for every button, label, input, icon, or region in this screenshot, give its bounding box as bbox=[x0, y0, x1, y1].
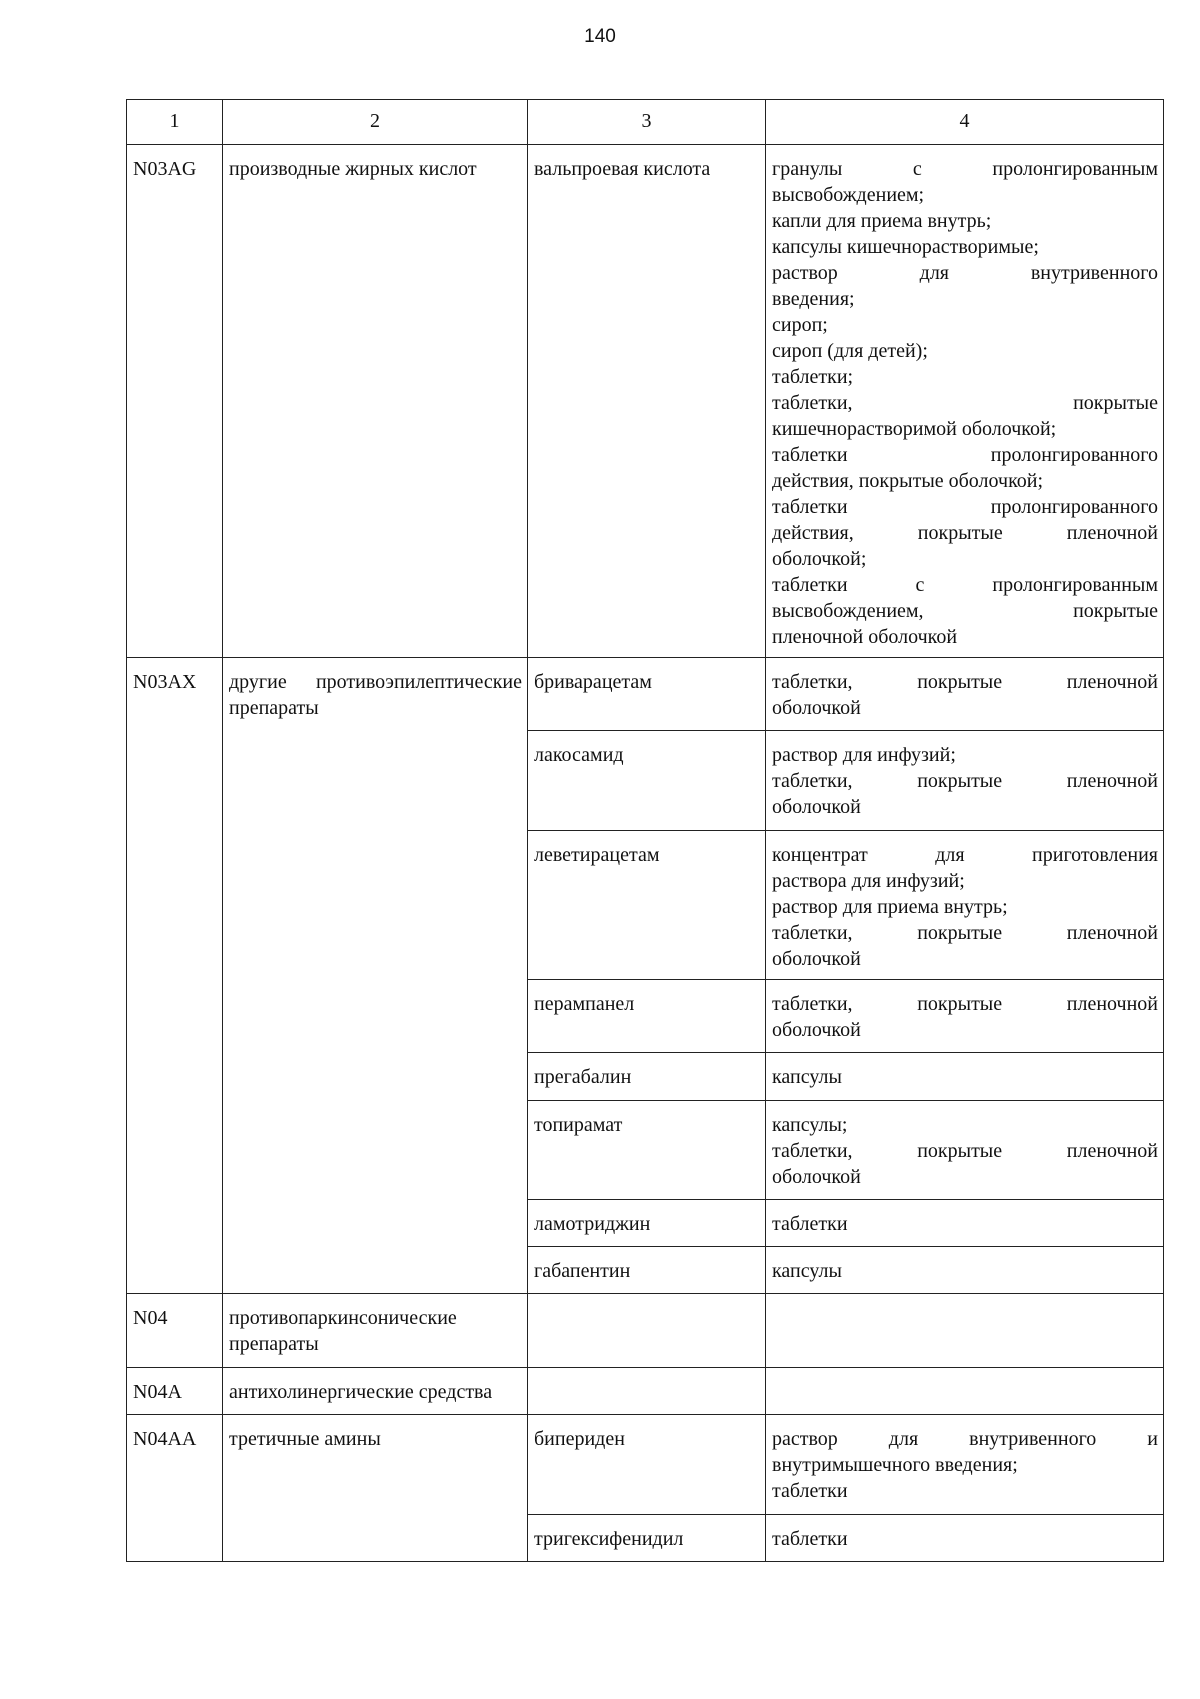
form-line: оболочкой bbox=[772, 1166, 861, 1188]
form-line: таблетки с пролонгированным bbox=[772, 574, 1158, 596]
table-row-n03ag bbox=[127, 145, 1164, 658]
form-line: таблетки, покрытые пленочной bbox=[772, 671, 1158, 693]
form-line: капсулы bbox=[772, 1260, 842, 1282]
dosage-forms bbox=[766, 1200, 1164, 1247]
table-row-n04a bbox=[127, 1368, 1164, 1415]
form-line: сироп (для детей); bbox=[772, 340, 928, 362]
form-line: капсулы кишечнорастворимые; bbox=[772, 236, 1039, 258]
form-line: внутримышечного введения; bbox=[772, 1454, 1018, 1476]
group-name bbox=[223, 1294, 528, 1368]
form-line: оболочкой bbox=[772, 796, 861, 818]
form-line: концентрат для приготовления bbox=[772, 844, 1158, 866]
dosage-forms bbox=[766, 145, 1164, 658]
drug-name: леветирацетам bbox=[528, 831, 766, 980]
drug-name: бриварацетам bbox=[528, 658, 766, 731]
form-line: гранулы с пролонгированным bbox=[772, 158, 1158, 180]
form-line: оболочкой; bbox=[772, 548, 867, 570]
table-header-row bbox=[127, 100, 1164, 145]
drug-name: тригексифенидил bbox=[528, 1515, 766, 1562]
dosage-forms bbox=[766, 1053, 1164, 1101]
form-line: таблетки bbox=[772, 1213, 848, 1235]
group-name bbox=[223, 658, 528, 1294]
drug-name: топирамат bbox=[528, 1101, 766, 1200]
form-line: высвобождением, покрытые bbox=[772, 600, 1158, 622]
form-line: действия, покрытые оболочкой; bbox=[772, 470, 1044, 492]
page-number: 140 bbox=[584, 26, 616, 47]
dosage-forms bbox=[766, 980, 1164, 1053]
form-line: действия, покрытые пленочной bbox=[772, 522, 1158, 544]
atc-code: N04A bbox=[127, 1368, 223, 1415]
atc-code: N03AG bbox=[127, 145, 223, 658]
group-name-line: препараты bbox=[229, 697, 319, 719]
group-name: третичные амины bbox=[223, 1415, 528, 1562]
form-line: таблетки, покрытые bbox=[772, 392, 1158, 414]
drug-name: вальпроевая кислота bbox=[528, 145, 766, 658]
form-line: капсулы; bbox=[772, 1114, 848, 1136]
dosage-forms bbox=[766, 831, 1164, 980]
drug-name: лакосамид bbox=[528, 731, 766, 831]
dosage-forms bbox=[766, 1368, 1164, 1415]
form-line: оболочкой bbox=[772, 1019, 861, 1041]
form-line: таблетки bbox=[772, 1528, 848, 1550]
form-line: таблетки пролонгированного bbox=[772, 444, 1158, 466]
drug-name: габапентин bbox=[528, 1247, 766, 1294]
dosage-forms bbox=[766, 658, 1164, 731]
group-name-line: противопаркинсонические bbox=[229, 1307, 457, 1329]
drug-name: перампанел bbox=[528, 980, 766, 1053]
column-header-2: 2 bbox=[223, 100, 528, 145]
form-line: сироп; bbox=[772, 314, 828, 336]
form-line: таблетки, покрытые пленочной bbox=[772, 922, 1158, 944]
form-line: раствор для приема внутрь; bbox=[772, 896, 1008, 918]
form-line: капсулы bbox=[772, 1066, 842, 1088]
column-header-1: 1 bbox=[127, 100, 223, 145]
form-line: капли для приема внутрь; bbox=[772, 210, 992, 232]
table-row-n03ax bbox=[127, 658, 1164, 731]
dosage-forms bbox=[766, 731, 1164, 831]
group-name-line: другие противоэпилептические bbox=[229, 671, 522, 693]
dosage-forms bbox=[766, 1515, 1164, 1562]
form-line: раствор для внутривенного и bbox=[772, 1428, 1158, 1450]
form-line: раствора для инфузий; bbox=[772, 870, 965, 892]
form-line: таблетки, покрытые пленочной bbox=[772, 1140, 1158, 1162]
form-line: раствор для инфузий; bbox=[772, 744, 956, 766]
form-line: таблетки, покрытые пленочной bbox=[772, 770, 1158, 792]
form-line: таблетки пролонгированного bbox=[772, 496, 1158, 518]
form-line: оболочкой bbox=[772, 948, 861, 970]
dosage-forms bbox=[766, 1101, 1164, 1200]
dosage-forms bbox=[766, 1247, 1164, 1294]
group-name: антихолинергические средства bbox=[223, 1368, 528, 1415]
form-line: пленочной оболочкой bbox=[772, 626, 958, 648]
atc-code: N03AX bbox=[127, 658, 223, 1294]
atc-code: N04AA bbox=[127, 1415, 223, 1562]
column-header-4: 4 bbox=[766, 100, 1164, 145]
drug-name bbox=[528, 1368, 766, 1415]
form-line: введения; bbox=[772, 288, 855, 310]
form-line: кишечнорастворимой оболочкой; bbox=[772, 418, 1057, 440]
form-line: оболочкой bbox=[772, 697, 861, 719]
form-line: таблетки bbox=[772, 1480, 848, 1502]
group-name: производные жирных кислот bbox=[223, 145, 528, 658]
column-header-3: 3 bbox=[528, 100, 766, 145]
table-row-n04 bbox=[127, 1294, 1164, 1368]
drug-name: бипериден bbox=[528, 1415, 766, 1515]
form-line: таблетки; bbox=[772, 366, 854, 388]
table-row-n04aa bbox=[127, 1415, 1164, 1515]
drug-name bbox=[528, 1294, 766, 1368]
form-line: высвобождением; bbox=[772, 184, 925, 206]
drug-table bbox=[126, 99, 1164, 1562]
drug-name: прегабалин bbox=[528, 1053, 766, 1101]
dosage-forms bbox=[766, 1294, 1164, 1368]
atc-code: N04 bbox=[127, 1294, 223, 1368]
form-line: таблетки, покрытые пленочной bbox=[772, 993, 1158, 1015]
form-line: раствор для внутривенного bbox=[772, 262, 1158, 284]
drug-name: ламотриджин bbox=[528, 1200, 766, 1247]
group-name-line: препараты bbox=[229, 1333, 319, 1355]
dosage-forms bbox=[766, 1415, 1164, 1515]
